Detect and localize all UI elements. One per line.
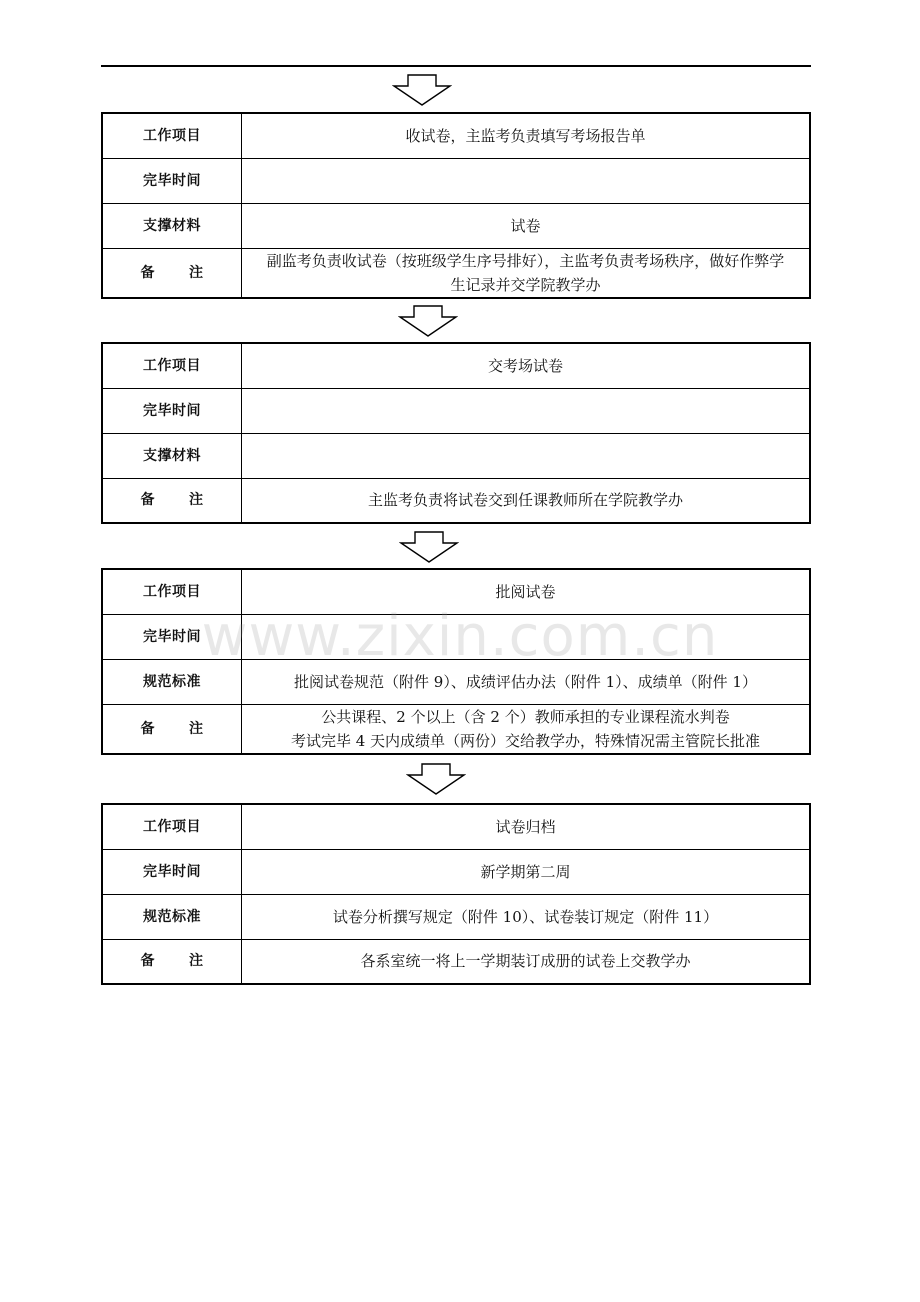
label-work-item: 工作项目 <box>102 804 242 849</box>
value-support-material <box>242 433 811 478</box>
label-work-item: 工作项目 <box>102 113 242 158</box>
label-finish-time: 完毕时间 <box>102 158 242 203</box>
value-finish-time <box>242 388 811 433</box>
row-remark <box>102 248 810 298</box>
row-work-item <box>102 804 810 849</box>
row-work-item <box>102 113 810 158</box>
down-arrow-icon <box>392 74 452 106</box>
label-remark: 备 注 <box>102 704 242 754</box>
row-support-material <box>102 433 810 478</box>
value-finish-time: 新学期第二周 <box>242 849 811 894</box>
value-remark <box>242 939 811 984</box>
down-arrow-icon <box>398 305 458 337</box>
value-finish-time <box>242 158 811 203</box>
row-work-item <box>102 569 810 614</box>
label-remark: 备 注 <box>102 478 242 523</box>
row-finish-time <box>102 158 810 203</box>
remark-line: 各系室统一将上一学期装订成册的试卷上交教学办 <box>360 952 691 971</box>
row-remark <box>102 704 810 754</box>
top-rule <box>101 65 811 67</box>
remark-line: 主监考负责将试卷交到任课教师所在学院教学办 <box>367 491 683 510</box>
value-remark <box>242 478 811 523</box>
remark-line: 生记录并交学院教学办 <box>450 275 601 294</box>
value-work-item: 交考场试卷 <box>242 343 811 388</box>
label-support-material: 支撑材料 <box>102 433 242 478</box>
value-support-material: 试卷 <box>242 203 811 248</box>
remark-line: 副监考负责收试卷（按班级学生序号排好），主监考负责考场秩序，做好作弊学 <box>266 251 785 270</box>
remark-line: 考试完毕 4 天内成绩单（两份）交给教学办，特殊情况需主管院长批准 <box>290 731 761 750</box>
down-arrow-icon <box>399 531 459 563</box>
step-table-1 <box>101 112 811 299</box>
row-remark <box>102 478 810 523</box>
step-table-3 <box>101 568 811 755</box>
value-work-item: 试卷归档 <box>242 804 811 849</box>
label-remark: 备 注 <box>102 248 242 298</box>
label-standard: 规范标准 <box>102 659 242 704</box>
watermark: www.zixin.com.cn <box>201 604 719 669</box>
remark-line: 公共课程、2 个以上（含 2 个）教师承担的专业课程流水判卷 <box>321 707 730 726</box>
value-work-item: 收试卷，主监考负责填写考场报告单 <box>242 113 811 158</box>
step-table-2 <box>101 342 811 524</box>
label-finish-time: 完毕时间 <box>102 614 242 659</box>
row-finish-time <box>102 388 810 433</box>
value-remark <box>242 704 811 754</box>
row-finish-time <box>102 614 810 659</box>
value-work-item: 批阅试卷 <box>242 569 811 614</box>
value-standard: 批阅试卷规范（附件 9）、成绩评估办法（附件 1）、成绩单（附件 1） <box>242 659 811 704</box>
row-finish-time <box>102 849 810 894</box>
down-arrow-icon <box>406 763 466 795</box>
label-support-material: 支撑材料 <box>102 203 242 248</box>
label-finish-time: 完毕时间 <box>102 849 242 894</box>
row-standard <box>102 659 810 704</box>
step-table-4 <box>101 803 811 985</box>
value-standard: 试卷分析撰写规定（附件 10）、试卷装订规定（附件 11） <box>242 894 811 939</box>
row-standard <box>102 894 810 939</box>
label-work-item: 工作项目 <box>102 569 242 614</box>
row-remark <box>102 939 810 984</box>
value-remark <box>242 248 811 298</box>
row-work-item <box>102 343 810 388</box>
label-remark: 备 注 <box>102 939 242 984</box>
label-work-item: 工作项目 <box>102 343 242 388</box>
row-support-material <box>102 203 810 248</box>
label-finish-time: 完毕时间 <box>102 388 242 433</box>
label-standard: 规范标准 <box>102 894 242 939</box>
value-finish-time <box>242 614 811 659</box>
